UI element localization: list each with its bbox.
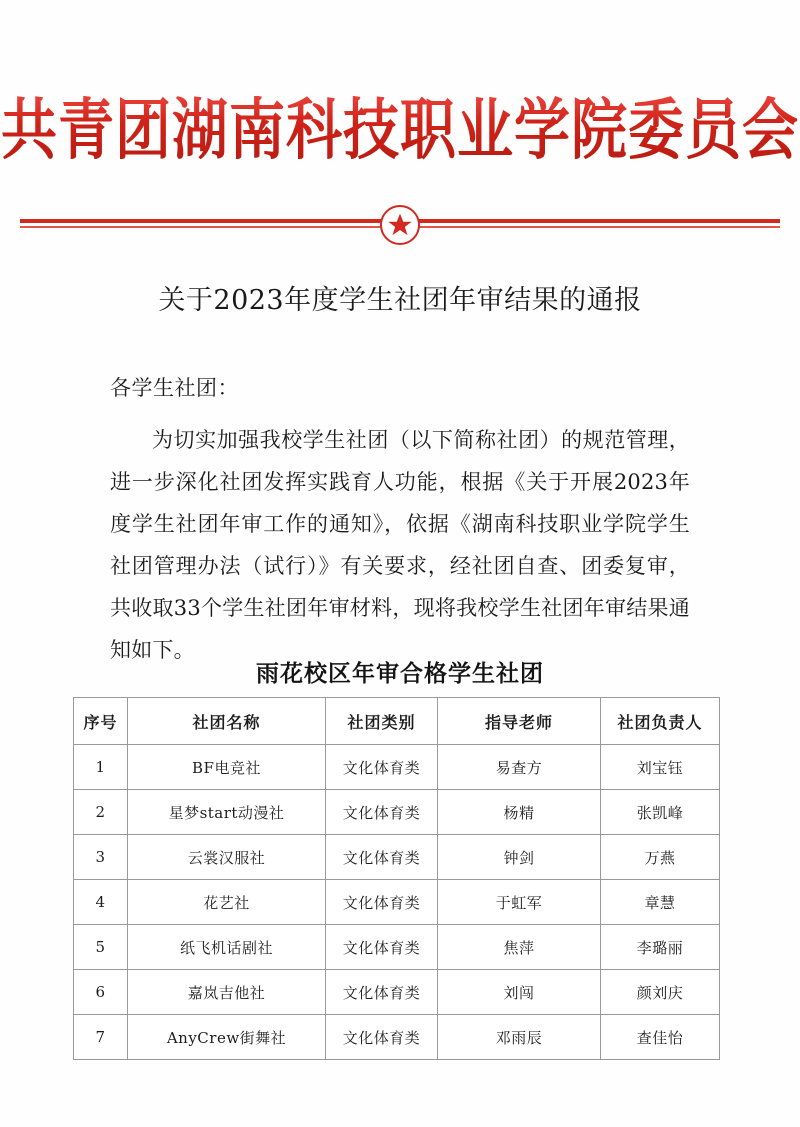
cell-advisor: 刘闯 — [438, 970, 601, 1015]
table-header-row — [74, 698, 720, 745]
cell-leader: 万燕 — [601, 835, 720, 880]
cell-name: 嘉岚吉他社 — [128, 970, 326, 1015]
cell-leader: 李璐丽 — [601, 925, 720, 970]
column-header-name: 社团名称 — [128, 698, 326, 745]
cell-name: 星梦start动漫社 — [128, 790, 326, 835]
cell-leader: 章慧 — [601, 880, 720, 925]
cell-name: AnyCrew街舞社 — [128, 1015, 326, 1060]
column-header-leader: 社团负责人 — [601, 698, 720, 745]
table-row — [74, 880, 720, 925]
letterhead-divider — [20, 205, 780, 245]
cell-advisor: 焦萍 — [438, 925, 601, 970]
cell-category: 文化体育类 — [326, 835, 438, 880]
cell-category: 文化体育类 — [326, 745, 438, 790]
letterhead-organization: 共青团湖南科技职业学院委员会 — [1, 91, 799, 170]
column-header-index: 序号 — [74, 698, 128, 745]
cell-index: 5 — [74, 925, 128, 970]
table-row — [74, 790, 720, 835]
cell-advisor: 钟剑 — [438, 835, 601, 880]
document-body — [110, 372, 690, 671]
cell-category: 文化体育类 — [326, 925, 438, 970]
cell-category: 文化体育类 — [326, 790, 438, 835]
cell-name: 云裳汉服社 — [128, 835, 326, 880]
table-row — [74, 925, 720, 970]
table-row — [74, 745, 720, 790]
cell-name: 纸飞机话剧社 — [128, 925, 326, 970]
cell-index: 2 — [74, 790, 128, 835]
cell-advisor: 邓雨辰 — [438, 1015, 601, 1060]
cell-leader: 张凯峰 — [601, 790, 720, 835]
page-title: 关于2023年度学生社团年审结果的通报 — [158, 285, 642, 316]
cell-category: 文化体育类 — [326, 880, 438, 925]
club-table-container — [73, 697, 719, 1060]
cell-index: 1 — [74, 745, 128, 790]
cell-index: 6 — [74, 970, 128, 1015]
cell-leader: 刘宝钰 — [601, 745, 720, 790]
table-row — [74, 970, 720, 1015]
body-paragraph: 为切实加强我校学生社团（以下简称社团）的规范管理，进一步深化社团发挥实践育人功能，根据《关于开展2023年度学生社团年审工作的通知》，依据《湖南科技职业学院学生社团管理办法（试行）》有关要求，经社团自查、团委复审，共收取33个学生社团年审材料，现将我校学生社团年审结果通知如下。 — [110, 427, 690, 662]
table-heading: 雨花校区年审合格学生社团 — [256, 660, 544, 687]
cell-name: 花艺社 — [128, 880, 326, 925]
cell-leader: 颜刘庆 — [601, 970, 720, 1015]
cell-index: 7 — [74, 1015, 128, 1060]
column-header-advisor: 指导老师 — [438, 698, 601, 745]
column-header-category: 社团类别 — [326, 698, 438, 745]
cell-category: 文化体育类 — [326, 970, 438, 1015]
divider-star-medallion — [380, 205, 420, 245]
cell-leader: 查佳怡 — [601, 1015, 720, 1060]
cell-advisor: 于虹军 — [438, 880, 601, 925]
cell-advisor: 易查方 — [438, 745, 601, 790]
letterhead — [0, 91, 800, 170]
table-row — [74, 835, 720, 880]
red-star-icon — [387, 212, 413, 238]
club-table — [73, 697, 720, 1060]
cell-name: BF电竞社 — [128, 745, 326, 790]
cell-advisor: 杨精 — [438, 790, 601, 835]
cell-index: 3 — [74, 835, 128, 880]
table-row — [74, 1015, 720, 1060]
cell-category: 文化体育类 — [326, 1015, 438, 1060]
cell-index: 4 — [74, 880, 128, 925]
salutation: 各学生社团： — [110, 376, 239, 400]
